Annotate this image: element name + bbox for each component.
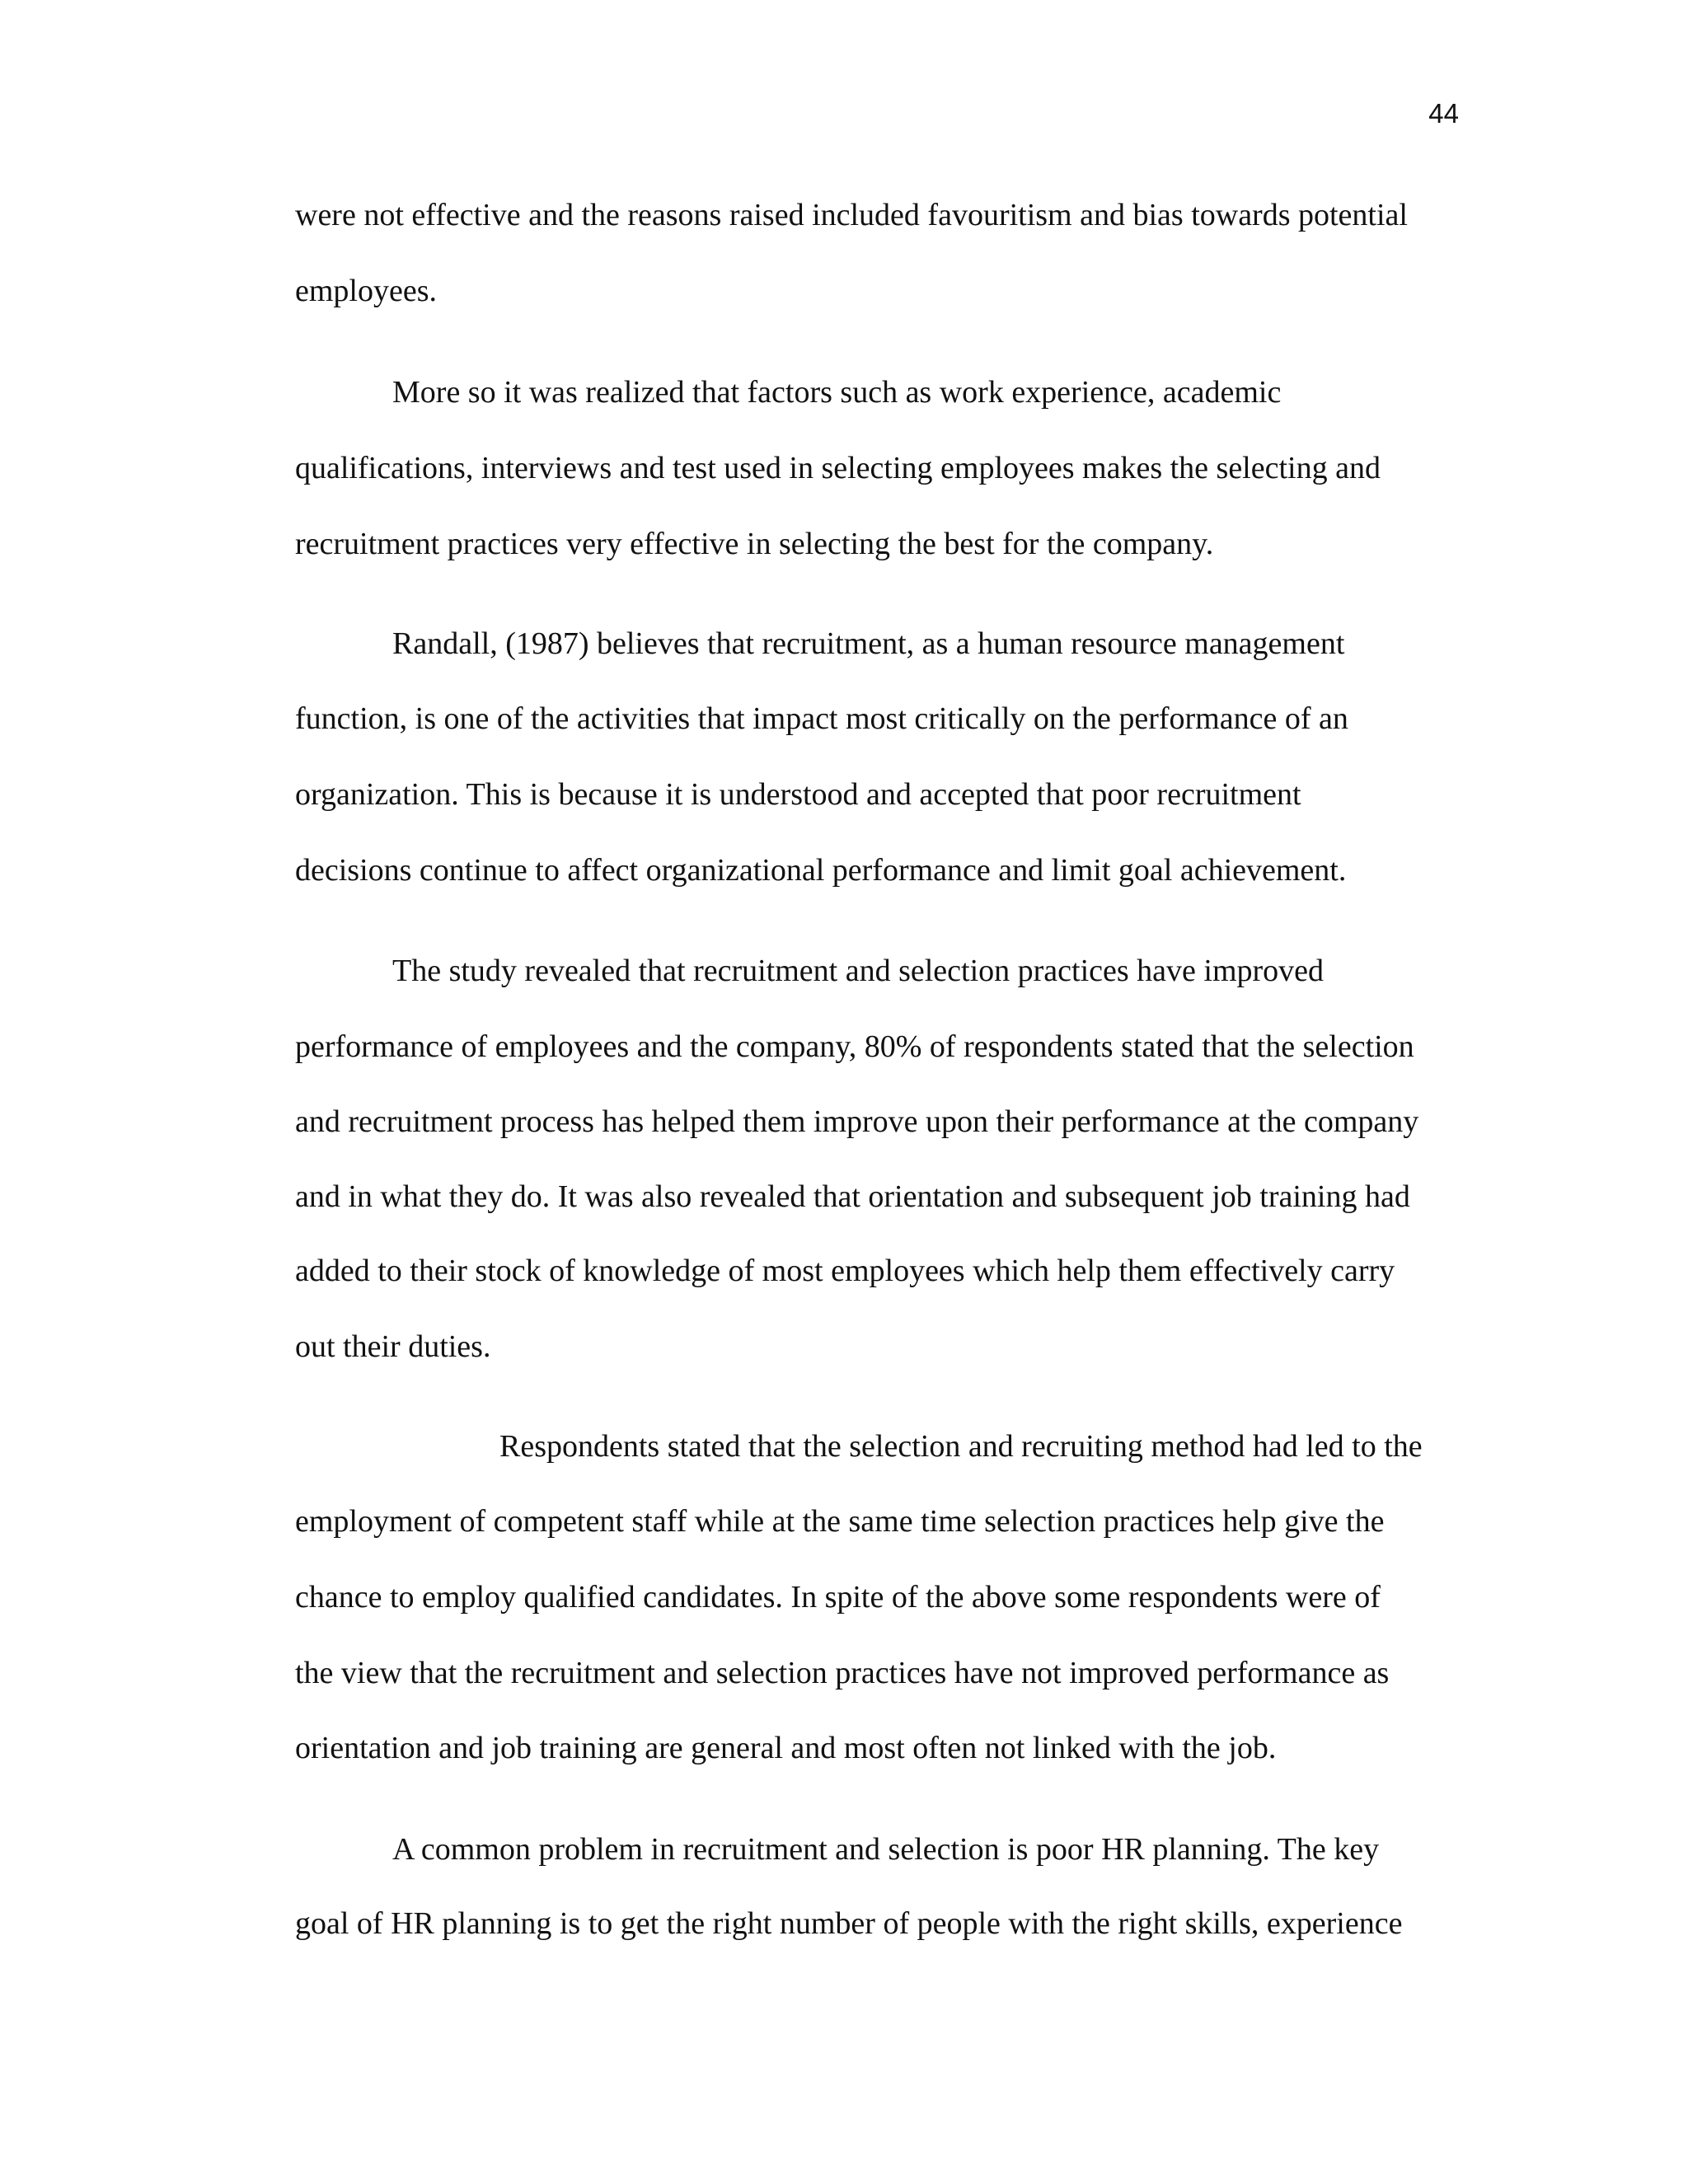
- text-line: goal of HR planning is to get the right number of people with the right skills, experience: [295, 1906, 1403, 1941]
- text-line: the view that the recruitment and selection practices have not improved performance as: [295, 1656, 1390, 1690]
- text-line: organization. This is because it is understood and accepted that poor recruitment: [295, 777, 1301, 812]
- text-line: The study revealed that recruitment and selection practices have improved: [392, 954, 1325, 988]
- text-line: performance of employees and the company, 80% of respondents stated that the selection: [295, 1029, 1414, 1064]
- text-line: employees.: [295, 274, 438, 308]
- text-line: orientation and job training are general and most often not linked with the job.: [295, 1731, 1277, 1765]
- text-line: A common problem in recruitment and selection is poor HR planning. The key: [392, 1832, 1380, 1867]
- text-line: added to their stock of knowledge of most employees which help them effectively carry: [295, 1254, 1395, 1288]
- text-line: and in what they do. It was also revealed that orientation and subsequent job training had: [295, 1179, 1410, 1214]
- text-line: qualifications, interviews and test used in selecting employees makes the selecting and: [295, 451, 1381, 485]
- text-line: decisions continue to affect organizational performance and limit goal achievement.: [295, 853, 1347, 888]
- text-line: Respondents stated that the selection and recruiting method had led to the: [499, 1429, 1423, 1464]
- text-line: recruitment practices very effective in selecting the best for the company.: [295, 527, 1214, 561]
- text-line: chance to employ qualified candidates. In spite of the above some respondents were of: [295, 1580, 1381, 1615]
- text-line: More so it was realized that factors such as work experience, academic: [392, 375, 1282, 410]
- page-number: 44: [1428, 98, 1459, 129]
- text-line: employment of competent staff while at the same time selection practices help give the: [295, 1504, 1385, 1539]
- text-line: were not effective and the reasons raised included favouritism and bias towards potential: [295, 198, 1408, 232]
- text-line: Randall, (1987) believes that recruitment, as a human resource management: [392, 626, 1345, 661]
- text-line: out their duties.: [295, 1329, 491, 1364]
- text-line: and recruitment process has helped them improve upon their performance at the company: [295, 1104, 1419, 1139]
- text-line: function, is one of the activities that impact most critically on the performance of an: [295, 701, 1348, 736]
